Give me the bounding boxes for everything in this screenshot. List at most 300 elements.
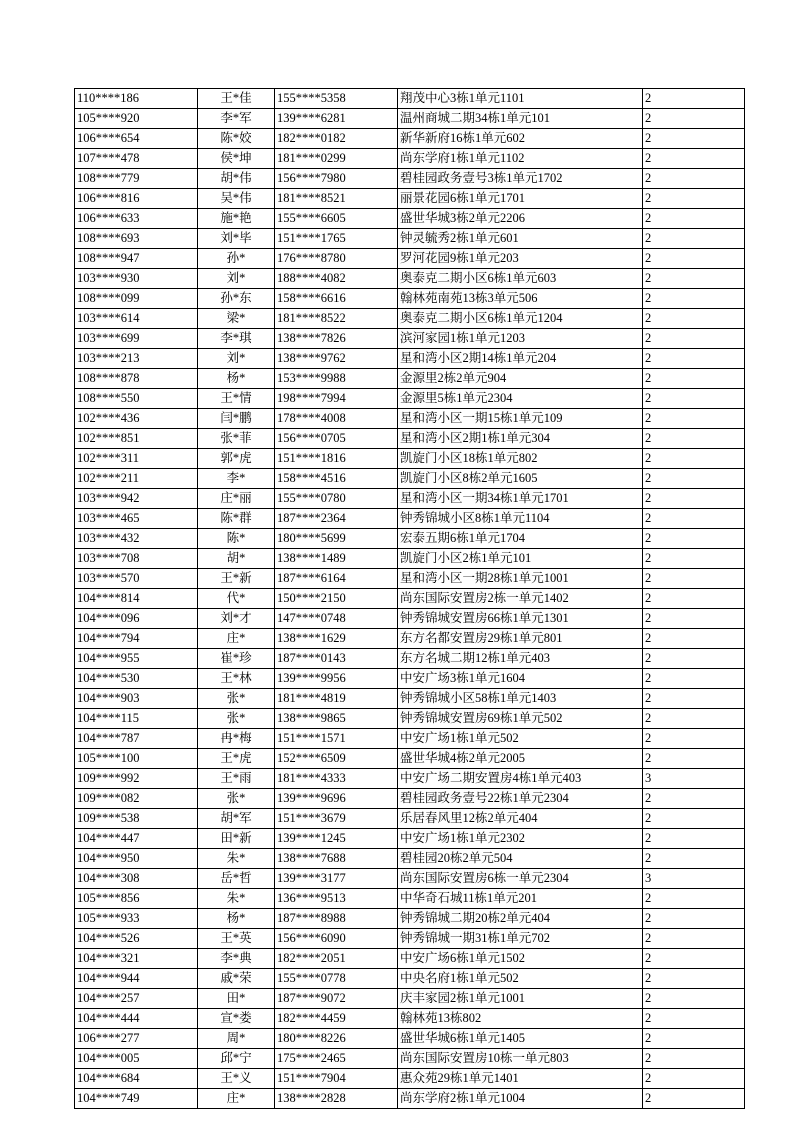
table-row [75,1009,745,1029]
cell-count: 2 [643,269,745,289]
cell-count: 2 [643,749,745,769]
table-row [75,989,745,1009]
cell-name: 王*林 [198,669,275,689]
table-row [75,689,745,709]
table-row [75,669,745,689]
cell-address: 凯旋门小区8栋2单元1605 [398,469,643,489]
cell-name: 李*典 [198,949,275,969]
cell-address: 钟秀锦城二期20栋2单元404 [398,909,643,929]
cell-name: 田*新 [198,829,275,849]
cell-id: 104****308 [75,869,198,889]
cell-count: 2 [643,229,745,249]
cell-phone: 139****9696 [275,789,398,809]
table-row [75,89,745,109]
cell-count: 2 [643,249,745,269]
cell-address: 碧桂园20栋2单元504 [398,849,643,869]
cell-id: 103****708 [75,549,198,569]
cell-count: 2 [643,169,745,189]
cell-phone: 150****2150 [275,589,398,609]
cell-address: 中安广场二期安置房4栋1单元403 [398,769,643,789]
cell-count: 2 [643,909,745,929]
cell-count: 2 [643,1089,745,1109]
cell-name: 庄*丽 [198,489,275,509]
cell-id: 104****814 [75,589,198,609]
table-row [75,389,745,409]
cell-count: 2 [643,609,745,629]
cell-id: 104****321 [75,949,198,969]
cell-address: 尚东学府2栋1单元1004 [398,1089,643,1109]
cell-count: 2 [643,629,745,649]
cell-name: 陈* [198,529,275,549]
cell-address: 星和湾小区一期15栋1单元109 [398,409,643,429]
cell-id: 104****787 [75,729,198,749]
cell-count: 2 [643,529,745,549]
cell-address: 星和湾小区一期28栋1单元1001 [398,569,643,589]
cell-name: 朱* [198,849,275,869]
table-row [75,1049,745,1069]
cell-count: 2 [643,369,745,389]
cell-address: 宏泰五期6栋1单元1704 [398,529,643,549]
table-body [75,89,745,1109]
cell-name: 代* [198,589,275,609]
cell-phone: 138****9762 [275,349,398,369]
cell-phone: 151****3679 [275,809,398,829]
cell-id: 105****100 [75,749,198,769]
cell-count: 2 [643,129,745,149]
cell-count: 2 [643,509,745,529]
cell-count: 2 [643,1009,745,1029]
cell-phone: 155****0778 [275,969,398,989]
cell-count: 2 [643,1069,745,1089]
cell-phone: 156****0705 [275,429,398,449]
cell-name: 李*琪 [198,329,275,349]
cell-name: 郭*虎 [198,449,275,469]
cell-address: 盛世华城6栋1单元1405 [398,1029,643,1049]
cell-count: 2 [643,789,745,809]
cell-name: 刘*毕 [198,229,275,249]
cell-address: 新华新府16栋1单元602 [398,129,643,149]
cell-name: 闫*鹏 [198,409,275,429]
cell-name: 梁* [198,309,275,329]
cell-name: 胡*军 [198,809,275,829]
cell-address: 翰林苑13栋802 [398,1009,643,1029]
cell-address: 东方名都安置房29栋1单元801 [398,629,643,649]
cell-phone: 136****9513 [275,889,398,909]
cell-id: 104****944 [75,969,198,989]
cell-address: 星和湾小区2期14栋1单元204 [398,349,643,369]
cell-name: 张*菲 [198,429,275,449]
table-row [75,209,745,229]
cell-count: 2 [643,809,745,829]
cell-count: 2 [643,349,745,369]
cell-phone: 155****6605 [275,209,398,229]
cell-name: 王*英 [198,929,275,949]
table-row [75,1089,745,1109]
cell-address: 钟秀锦城一期31栋1单元702 [398,929,643,949]
table-row [75,1069,745,1089]
cell-id: 104****950 [75,849,198,869]
cell-name: 吴*伟 [198,189,275,209]
cell-phone: 138****7688 [275,849,398,869]
cell-name: 张* [198,689,275,709]
table-row [75,369,745,389]
cell-id: 103****213 [75,349,198,369]
cell-phone: 178****4008 [275,409,398,429]
cell-address: 奥泰克二期小区6栋1单元603 [398,269,643,289]
cell-count: 2 [643,89,745,109]
cell-name: 周* [198,1029,275,1049]
cell-phone: 152****6509 [275,749,398,769]
cell-name: 张* [198,789,275,809]
table-row [75,869,745,889]
cell-phone: 198****7994 [275,389,398,409]
cell-name: 陈*群 [198,509,275,529]
cell-name: 胡*伟 [198,169,275,189]
cell-phone: 187****0143 [275,649,398,669]
cell-phone: 158****4516 [275,469,398,489]
cell-address: 盛世华城4栋2单元2005 [398,749,643,769]
table-row [75,929,745,949]
table-container [74,88,719,1109]
cell-name: 刘* [198,269,275,289]
cell-name: 杨* [198,909,275,929]
table-row [75,149,745,169]
table-row [75,769,745,789]
cell-id: 103****930 [75,269,198,289]
cell-name: 戚*荣 [198,969,275,989]
cell-count: 2 [643,849,745,869]
cell-id: 104****526 [75,929,198,949]
cell-phone: 138****9865 [275,709,398,729]
table-row [75,849,745,869]
table-row [75,829,745,849]
resident-table [74,88,745,1109]
table-row [75,1029,745,1049]
cell-name: 王*新 [198,569,275,589]
cell-phone: 181****0299 [275,149,398,169]
cell-id: 108****550 [75,389,198,409]
cell-phone: 139****3177 [275,869,398,889]
cell-address: 钟秀锦城安置房66栋1单元1301 [398,609,643,629]
cell-address: 中安广场3栋1单元1604 [398,669,643,689]
table-row [75,569,745,589]
cell-address: 尚东国际安置房2栋一单元1402 [398,589,643,609]
cell-count: 2 [643,649,745,669]
cell-count: 2 [643,929,745,949]
cell-phone: 181****8522 [275,309,398,329]
table-row [75,409,745,429]
cell-phone: 176****8780 [275,249,398,269]
cell-phone: 175****2465 [275,1049,398,1069]
table-row [75,109,745,129]
table-row [75,789,745,809]
cell-phone: 147****0748 [275,609,398,629]
cell-phone: 151****1571 [275,729,398,749]
cell-id: 106****654 [75,129,198,149]
cell-count: 2 [643,549,745,569]
cell-count: 3 [643,869,745,889]
cell-phone: 187****8988 [275,909,398,929]
cell-count: 2 [643,709,745,729]
cell-address: 中安广场1栋1单元2302 [398,829,643,849]
cell-id: 103****614 [75,309,198,329]
cell-id: 108****693 [75,229,198,249]
cell-address: 中华奇石城11栋1单元201 [398,889,643,909]
cell-id: 104****684 [75,1069,198,1089]
cell-phone: 181****4819 [275,689,398,709]
cell-count: 2 [643,389,745,409]
cell-address: 翰林苑南苑13栋3单元506 [398,289,643,309]
cell-address: 翔茂中心3栋1单元1101 [398,89,643,109]
cell-name: 李* [198,469,275,489]
table-row [75,529,745,549]
cell-name: 宣*娄 [198,1009,275,1029]
cell-id: 104****444 [75,1009,198,1029]
cell-count: 2 [643,109,745,129]
table-row [75,609,745,629]
cell-id: 104****903 [75,689,198,709]
cell-phone: 187****2364 [275,509,398,529]
cell-phone: 153****9988 [275,369,398,389]
cell-id: 106****816 [75,189,198,209]
cell-name: 冉*梅 [198,729,275,749]
cell-address: 星和湾小区2期1栋1单元304 [398,429,643,449]
cell-phone: 139****9956 [275,669,398,689]
cell-phone: 188****4082 [275,269,398,289]
cell-phone: 181****4333 [275,769,398,789]
cell-id: 102****851 [75,429,198,449]
table-row [75,949,745,969]
cell-address: 尚东学府1栋1单元1102 [398,149,643,169]
cell-id: 102****436 [75,409,198,429]
cell-count: 2 [643,969,745,989]
table-row [75,889,745,909]
cell-address: 温州商城二期34栋1单元101 [398,109,643,129]
table-row [75,749,745,769]
cell-id: 103****570 [75,569,198,589]
cell-phone: 182****2051 [275,949,398,969]
cell-id: 103****432 [75,529,198,549]
cell-count: 2 [643,1029,745,1049]
table-row [75,189,745,209]
cell-address: 凯旋门小区18栋1单元802 [398,449,643,469]
cell-id: 104****794 [75,629,198,649]
cell-phone: 138****1629 [275,629,398,649]
cell-id: 102****211 [75,469,198,489]
cell-phone: 138****1489 [275,549,398,569]
cell-address: 中安广场6栋1单元1502 [398,949,643,969]
table-row [75,129,745,149]
cell-id: 104****096 [75,609,198,629]
cell-count: 2 [643,309,745,329]
cell-count: 2 [643,589,745,609]
cell-count: 2 [643,149,745,169]
cell-count: 2 [643,669,745,689]
cell-id: 109****082 [75,789,198,809]
table-row [75,229,745,249]
cell-name: 庄* [198,629,275,649]
cell-count: 2 [643,449,745,469]
cell-count: 2 [643,329,745,349]
table-row [75,649,745,669]
cell-address: 乐居春风里12栋2单元404 [398,809,643,829]
cell-id: 108****779 [75,169,198,189]
cell-phone: 180****5699 [275,529,398,549]
cell-name: 王*情 [198,389,275,409]
table-row [75,169,745,189]
cell-address: 奥泰克二期小区6栋1单元1204 [398,309,643,329]
table-row [75,449,745,469]
cell-phone: 138****2828 [275,1089,398,1109]
cell-id: 105****920 [75,109,198,129]
cell-name: 岳*哲 [198,869,275,889]
cell-phone: 187****9072 [275,989,398,1009]
cell-count: 3 [643,769,745,789]
cell-address: 金源里5栋1单元2304 [398,389,643,409]
cell-id: 104****257 [75,989,198,1009]
table-row [75,809,745,829]
cell-count: 2 [643,409,745,429]
cell-id: 109****992 [75,769,198,789]
cell-id: 108****878 [75,369,198,389]
cell-id: 102****311 [75,449,198,469]
cell-name: 侯*坤 [198,149,275,169]
cell-address: 盛世华城3栋2单元2206 [398,209,643,229]
table-row [75,309,745,329]
table-row [75,329,745,349]
cell-count: 2 [643,429,745,449]
cell-address: 东方名城二期12栋1单元403 [398,649,643,669]
cell-address: 中安广场1栋1单元502 [398,729,643,749]
cell-name: 王*虎 [198,749,275,769]
cell-address: 尚东国际安置房10栋一单元803 [398,1049,643,1069]
table-row [75,429,745,449]
cell-id: 109****538 [75,809,198,829]
cell-count: 2 [643,209,745,229]
cell-phone: 151****1816 [275,449,398,469]
cell-address: 罗河花园9栋1单元203 [398,249,643,269]
cell-name: 王*义 [198,1069,275,1089]
cell-count: 2 [643,569,745,589]
cell-address: 钟秀锦城安置房69栋1单元502 [398,709,643,729]
cell-address: 金源里2栋2单元904 [398,369,643,389]
cell-name: 杨* [198,369,275,389]
table-row [75,549,745,569]
cell-id: 104****447 [75,829,198,849]
cell-count: 2 [643,469,745,489]
cell-count: 2 [643,189,745,209]
cell-id: 104****530 [75,669,198,689]
cell-phone: 158****6616 [275,289,398,309]
cell-name: 孙*东 [198,289,275,309]
cell-id: 103****699 [75,329,198,349]
cell-phone: 187****6164 [275,569,398,589]
cell-id: 105****856 [75,889,198,909]
cell-address: 碧桂园政务壹号3栋1单元1702 [398,169,643,189]
table-row [75,469,745,489]
cell-name: 陈*姣 [198,129,275,149]
cell-phone: 156****7980 [275,169,398,189]
cell-count: 2 [643,889,745,909]
cell-count: 2 [643,289,745,309]
cell-address: 碧桂园政务壹号22栋1单元2304 [398,789,643,809]
cell-address: 凯旋门小区2栋1单元101 [398,549,643,569]
cell-name: 胡* [198,549,275,569]
cell-id: 104****115 [75,709,198,729]
cell-phone: 139****1245 [275,829,398,849]
cell-phone: 182****0182 [275,129,398,149]
cell-phone: 151****1765 [275,229,398,249]
table-row [75,729,745,749]
cell-name: 庄* [198,1089,275,1109]
table-row [75,909,745,929]
table-row [75,289,745,309]
cell-name: 孙* [198,249,275,269]
cell-name: 施*艳 [198,209,275,229]
cell-count: 2 [643,489,745,509]
cell-address: 惠众苑29栋1单元1401 [398,1069,643,1089]
table-row [75,589,745,609]
cell-address: 滨河家园1栋1单元1203 [398,329,643,349]
cell-name: 王*雨 [198,769,275,789]
cell-id: 108****099 [75,289,198,309]
cell-id: 105****933 [75,909,198,929]
cell-id: 107****478 [75,149,198,169]
cell-id: 104****749 [75,1089,198,1109]
cell-id: 106****277 [75,1029,198,1049]
cell-id: 104****005 [75,1049,198,1069]
cell-id: 110****186 [75,89,198,109]
cell-address: 钟灵毓秀2栋1单元601 [398,229,643,249]
table-row [75,349,745,369]
cell-phone: 180****8226 [275,1029,398,1049]
table-row [75,489,745,509]
table-row [75,269,745,289]
table-row [75,249,745,269]
cell-name: 邱*宁 [198,1049,275,1069]
cell-address: 尚东国际安置房6栋一单元2304 [398,869,643,889]
cell-name: 崔*珍 [198,649,275,669]
cell-address: 钟秀锦城小区8栋1单元1104 [398,509,643,529]
cell-id: 108****947 [75,249,198,269]
cell-phone: 181****8521 [275,189,398,209]
cell-name: 刘*才 [198,609,275,629]
cell-phone: 156****6090 [275,929,398,949]
cell-address: 中央名府1栋1单元502 [398,969,643,989]
cell-address: 庆丰家园2栋1单元1001 [398,989,643,1009]
cell-name: 田* [198,989,275,1009]
cell-address: 星和湾小区一期34栋1单元1701 [398,489,643,509]
cell-count: 2 [643,829,745,849]
cell-phone: 139****6281 [275,109,398,129]
cell-name: 朱* [198,889,275,909]
cell-count: 2 [643,949,745,969]
cell-count: 2 [643,689,745,709]
cell-count: 2 [643,729,745,749]
cell-address: 钟秀锦城小区58栋1单元1403 [398,689,643,709]
cell-id: 106****633 [75,209,198,229]
table-row [75,709,745,729]
table-row [75,509,745,529]
cell-phone: 151****7904 [275,1069,398,1089]
cell-name: 刘* [198,349,275,369]
table-row [75,969,745,989]
table-row [75,629,745,649]
cell-phone: 155****5358 [275,89,398,109]
cell-count: 2 [643,1049,745,1069]
cell-phone: 138****7826 [275,329,398,349]
cell-id: 103****465 [75,509,198,529]
